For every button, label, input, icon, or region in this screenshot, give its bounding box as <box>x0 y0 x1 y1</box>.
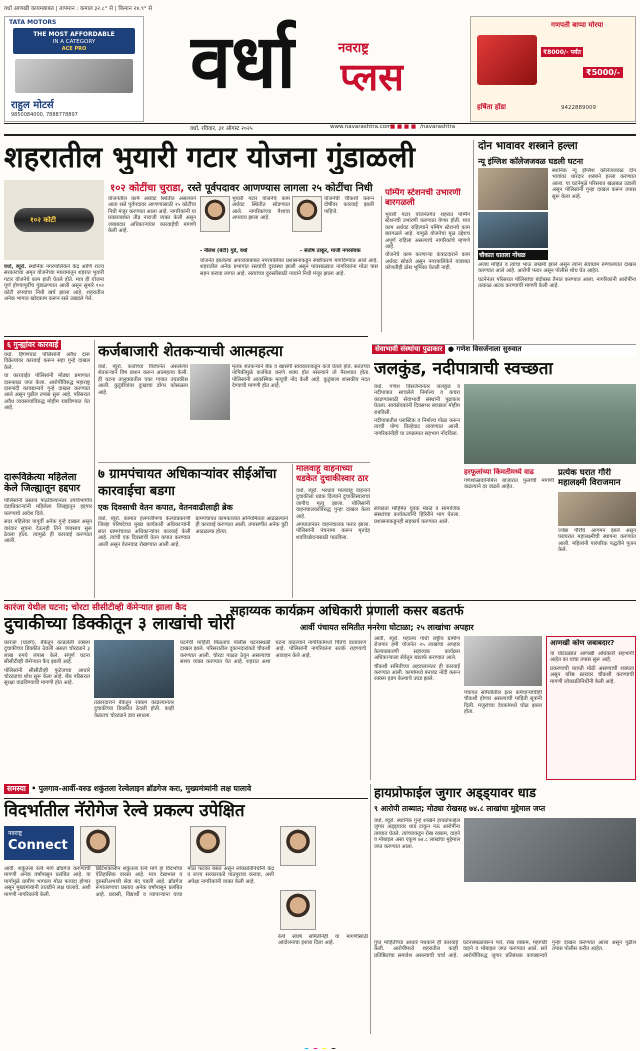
ad-left-dealer: राहुल मोटर्स <box>11 100 54 111</box>
ad-right-offer-1: ₹8000/- पर्यंत <box>543 49 581 56</box>
karanja-body: कारंजा (घाडगे). बँकेतून काढलेली रक्कम दुचाकीच्या डिक्कीत ठेवली असता चोरट्याने ३ लाख रुपये लंपास केले. संपूर्ण घटना सीसीटीव्ही कॅमेऱ्यात कैद झाली आहे. पोलिसांनी सीसीटीव्ही फुटेजच्या आधारे चोरट्याचा शोध सुरू केला आहे. बँक परिसरात सुरक्षा वाढविण्याची मागणी होत आहे. <box>4 640 90 687</box>
right-sub-1: न्यू इंग्लिश कॉलेजजवळ घडली घटना <box>478 157 584 166</box>
gauri-headline: प्रत्येक घरात गौरी महालक्ष्मी विराजमान <box>558 468 621 488</box>
ad-left-tagline-2: IN A CATEGORY <box>52 39 96 45</box>
lead-headline: शहरातील भुयारी गटार योजना गुंडाळली <box>4 140 416 174</box>
pumping-body-text: भुयारी गटार योजनेंतर्गत शहरात पम्पिंग स्टेशनची उभारणी करण्यात येणार होती. मात्र काम अर्धवट राहिल्याने पम्पिंग स्टेशनचे काम बारगळले आहे. यामुळे योजनेचा मूळ उद्देशच अपूर्ण राहिला असल्याचे नागरिकांचे म्हणणे आहे. <box>385 212 470 251</box>
ad-right-dealer: हर्षिता होंडा <box>477 103 506 111</box>
quote-1 <box>232 196 290 246</box>
lead-subhead-red: १०२ कोटींचा चुराडा, <box>110 183 185 194</box>
gram-body: वर्धा, ब्यूरो. कामात हलगर्जीपणा केल्याप्रकरणी जिल्हा परिषदेच्या मुख्य कार्यकारी अधिकाऱ्यांनी सात ग्रामपंचायत अधिकाऱ्यांवर कारवाई केली आहे. त्यांची एक दिवसाची वेतन कपात करण्यात आली असून वेतनवाढ रोखण्यात आली आहे. ग्रामपंचायत कामकाजात अनियमितता आढळल्याने ही कारवाई करण्यात आली. तपासणीत अनेक त्रुटी आढळल्या होत्या. <box>98 516 288 548</box>
karanja-body-2: तक्रारदाराने बँकेतून रक्कम काढल्यानंतर दुचाकीच्या डिक्कीत ठेवली होती. काही वेळातच चोरट्याने डाव साधला. <box>94 700 174 719</box>
lead-body-1: स्थानिक नगरपालिकेने केंद्र आणि राज्य सरकारच्या अमृत योजनेच्या माध्यमातून शहरात भुयारी गटार योजनेचे काम हाती घेतले होते. मात्र ही योजना पूर्ण होण्यापूर्वीच गुंडाळण्यात आली असून सुमारे १०२ कोटी रुपयांचा निधी खर्च झाला आहे. शहरातील अनेक भागात खोदकाम करून रस्ते उखडले गेले. <box>4 264 104 303</box>
right-body-1 <box>552 168 636 248</box>
sahayak-body-text: आर्वी, ब्यूरो. महात्मा गांधी राष्ट्रीय ग्रामीण रोजगार हमी योजनेत २५ लाखांचा अपहार केल्याप्रकरणी सहाय्यक कार्यक्रम अधिकाऱ्याला सेवेतून बडतर्फ करण्यात आले. <box>374 636 460 662</box>
sahayak-box-body-text: या घोटाळ्यात आणखी अधिकारी सहभागी आहेत का याचा तपास सुरू आहे. <box>550 651 634 664</box>
bottom-body-2: रेल्वे संघर्ष समितीनेही या मागणीसाठी आंदोलनाचा इशारा दिला आहे. <box>278 934 368 947</box>
quote-2-text: योजनेची चौकशी करून दोषींवर कारवाई झाली पाहिजे. <box>324 196 374 215</box>
karanja-headline-2: दुचाकीच्या डिक्कीतून ३ लाखांची चोरी <box>4 614 235 634</box>
bottom-face-2 <box>190 826 226 866</box>
sahayak-body: आर्वी, ब्यूरो. महात्मा गांधी राष्ट्रीय ग्रामीण रोजगार हमी योजनेत २५ लाखांचा अपहार केल्याप्रकरणी सहाय्यक कार्यक्रम अधिकाऱ्याला सेवेतून बडतर्फ करण्यात आले. चौकशी समितीच्या अहवालानंतर ही कारवाई करण्यात आली. कामांमध्ये बनावट नोंदी करून रक्कम हडप केल्याचे उघड झाले. <box>374 636 460 683</box>
logo-navarashtra: नवराष्ट्र <box>338 41 369 56</box>
weather-min: किमान २४.९° से <box>118 6 153 12</box>
pumping-headline: पम्पिंग स्टेशनची उभारणी बारगळली <box>385 188 461 208</box>
dateline-rule <box>4 134 636 136</box>
quote-1-text: भुयारी गटार योजनेचे काम अर्धवट स्थितीत सोडण्यात आले. नागरिकांच्या पैशाचा अपव्यय झाला आहे. <box>232 196 290 222</box>
jugar-photo <box>464 818 636 882</box>
karj-photo <box>190 364 230 420</box>
weather-prefix: वर्धा आणखी कायमबाबत <box>4 6 54 12</box>
connect-badge <box>4 826 74 860</box>
ad-right[interactable] <box>470 16 636 122</box>
quote-2 <box>324 196 374 246</box>
bottom-face-4 <box>280 890 316 930</box>
right-caption: चौकात घातला गोंधळ <box>478 250 548 260</box>
gauri-photo <box>558 492 636 526</box>
gunhe-headline-2: दारूविक्रेत्या महिलेला केले जिल्ह्यातून हद्दपार <box>4 472 80 494</box>
jugar-headline: हायप्रोफाईल जुगार अड्ड्यावर धाड <box>374 786 536 801</box>
ad-left-tagline-1: THE MOST AFFORDABLE <box>33 31 115 38</box>
bottom-face-3 <box>280 826 316 866</box>
registration-marks <box>240 1040 400 1049</box>
jugar-body-2: गुप्त माहितीच्या आधारे पथकाने ही कारवाई केली. आरोपींमध्ये शहरातील काही प्रतिष्ठितांचा समावेश असल्याची चर्चा आहे. घटनास्थळावरून पत्ते, रोख रक्कम, महागडी वाहने व मोबाइल जप्त करण्यात आले. सर्व आरोपींविरुद्ध जुगार प्रतिबंधक कायद्यान्वये गुन्हा दाखल करण्यात आला असून पुढील तपास पोलीस करीत आहेत. <box>374 940 636 959</box>
ad-left-model: ACE PRO <box>61 46 87 52</box>
gram-headline: ७ ग्रामपंचायत अधिकाऱ्यांवर सीईओंचा कारवाईचा बडगा <box>98 467 277 499</box>
lead-body-2: योजनेतील कामे अर्धवट स्थितीत असल्याने आता रस्ते पूर्वपदावर आणण्यासाठी २५ कोटींचा निधी मंजूर करण्यात आला आहे. नागरिकांनी या प्रकाराबाबत तीव्र नाराजी व्यक्त केली असून जबाबदार अधिकाऱ्यांवर कारवाईची मागणी केली आहे. <box>108 196 196 235</box>
karanja-body-text: कारंजा (घाडगे). बँकेतून काढलेली रक्कम दुचाकीच्या डिक्कीत ठेवली असता चोरट्याने ३ लाख रुपये लंपास केले. संपूर्ण घटना सीसीटीव्ही कॅमेऱ्यात कैद झाली आहे. <box>4 640 90 666</box>
lead-body-col-3: योजनेत झालेल्या अपव्ययाबाबत नगरपालिका प्रशासनाकडून स्पष्टीकरण मागविण्यात आले आहे. शहरातील अनेक प्रभागांत रस्त्यांची दुरवस्था झाली असून पावसाळ्यात नागरिकांना मोठा त्रास सहन करावा लागत आहे. रस्त्यांच्या दुरुस्तीसाठी नव्याने निधी मंजूर झाला आहे. <box>200 258 378 277</box>
bottom-face-1 <box>80 826 116 866</box>
quote-1-photo <box>200 196 230 232</box>
section-bar <box>372 344 636 356</box>
gunhe-tag-label: ६ गुन्ह्यांवर कारवाई <box>4 340 61 350</box>
karanja-headline: कारंजा येथील घटना; चोरटा सीसीटीव्ही कॅमेऱ्यात झाला कैद <box>4 603 187 613</box>
sahayak-box-body: या घोटाळ्यात आणखी अधिकारी सहभागी आहेत का याचा तपास सुरू आहे. प्रकरणाची व्याप्ती मोठी असण्याची शक्यता असून वरिष्ठ स्तरावर चौकशी करण्याची मागणी लोकप्रतिनिधींनी केली आहे. <box>550 651 634 685</box>
weather-max: तापमान : कमाल ३२.८° से <box>59 6 113 12</box>
jalkund-headline: जलकुंड, नदीपात्राची स्वच्छता <box>374 359 553 379</box>
karj-body-text: वर्धा, ब्यूरो. कर्जाच्या विवंचनेत असलेल्या शेतकऱ्याने विष प्राशन करून आत्महत्या केली. ही घटना तालुक्यातील एका गावात उघडकीस आली. कुटुंबीयांवर दुःखाचा डोंगर कोसळला आहे. <box>98 364 188 396</box>
ad-left-phone: 9850084000, 7888778897 <box>11 112 78 118</box>
gram-body-text: वर्धा, ब्यूरो. कामात हलगर्जीपणा केल्याप्रकरणी जिल्हा परिषदेच्या मुख्य कार्यकारी अधिकाऱ्यांनी सात ग्रामपंचायत अधिकाऱ्यांवर कारवाई केली आहे. त्यांची एक दिवसाची वेतन कपात करण्यात आली असून वेतनवाढ रोखण्यात आली आहे. <box>98 516 191 548</box>
truck-image <box>15 59 133 93</box>
sahayak-sub: आर्वी पंचायत समितीत मनरेगा घोटाळा; २५ लाखांचा अपहार <box>300 623 474 632</box>
ad-right-title: गणपती बाप्पा मोरया <box>551 21 604 29</box>
karanja-body-3: घटनेची माहिती मिळताच पोलीस घटनास्थळी दाखल झाले. परिसरातील दुकानदारांकडे चौकशी करण्यात आली. चोरटा पाळत ठेवून असल्याचा संशय व्यक्त करण्यात येत आहे. शहरात अशा घटना वाढल्याने नागरिकांमध्ये चिंतेचे वातावरण आहे. पोलिसांनी नागरिकांना सतर्क राहण्याचे आवाहन केले आहे. <box>180 640 366 666</box>
malvahu-body: वर्धा, ब्यूरो. भरधाव मालवाहू वाहनाने दुचाकीला धडक दिल्याने दुचाकीस्वाराचा जागीच मृत्यू झाला. पोलिसांनी वाहनचालकाविरुद्ध गुन्हा दाखल केला आहे. अपघातानंतर वाहनचालक फरार झाला. पोलिसांनी पंचनामा करून मृतदेह शवविच्छेदनासाठी पाठविला. <box>296 488 370 541</box>
attack-photo <box>478 168 548 210</box>
right-headline-1: दोन भावावर शस्त्राने हल्ला <box>478 140 578 152</box>
lead-body-col-1 <box>4 264 104 332</box>
sahayak-body-2: पंचायत समितीतील इतर कर्मचाऱ्यांचीही चौकशी होणार असल्याची माहिती सूत्रांनी दिली. मजुरांच्या देयकांमध्ये घोळ झाला होता. <box>464 690 542 716</box>
jalkund-caption-body-text: गणेशोत्सवानिमित्त बाजारात फुलांची मागणी वाढल्याने दर वाढले आहेत. <box>464 478 554 491</box>
right-body-2-text: अजय मोहिते व त्यांचा भाऊ जखमी झाले असून त्यांना सेवाग्राम रुग्णालयात दाखल करण्यात आले आहे. आरोपी फरार असून पोलीस शोध घेत आहेत. <box>478 262 636 275</box>
quote-2-name: - संतोष ठाकूर, माजी नगरसेवक <box>300 248 361 254</box>
sahayak-box-title: आणखी कोण जबाबदार? <box>550 639 615 647</box>
jalkund-caption-body <box>464 478 554 562</box>
website[interactable]: www.navarashtra.com <box>330 124 392 130</box>
river-photo <box>464 384 636 464</box>
gram-sub: एक दिवसाची वेतन कपात, वेतनवाढीलाही ब्रेक <box>98 503 233 512</box>
sahayak-photo <box>464 636 542 686</box>
ad-left[interactable] <box>4 16 144 122</box>
quote-2-photo <box>292 196 322 232</box>
right-body-2: अजय मोहिते व त्यांचा भाऊ जखमी झाले असून त्यांना सेवाग्राम रुग्णालयात दाखल करण्यात आले आहे. आरोपी फरार असून पोलीस शोध घेत आहेत. घटनेनंतर परिसरात पोलिसांचा बंदोबस्त तैनात करण्यात आला. नागरिकांनी आरोपींना तत्काळ अटक करण्याची मागणी केली आहे. <box>478 262 636 290</box>
scooter-image <box>477 35 537 85</box>
gunhe-tag <box>4 340 90 350</box>
malvahu-body-text: वर्धा, ब्यूरो. भरधाव मालवाहू वाहनाने दुचाकीला धडक दिल्याने दुचाकीस्वाराचा जागीच मृत्यू झाला. पोलिसांनी वाहनचालकाविरुद्ध गुन्हा दाखल केला आहे. <box>296 488 370 520</box>
ad-right-phone: 9422889009 <box>561 105 596 111</box>
section-bar-tag: सेवाभावी संस्थांचा पुढाकार <box>372 345 445 354</box>
lower-bar <box>4 784 364 796</box>
pipe-label: १०२ कोटी <box>30 216 56 224</box>
section-bar-text: ● गणेश विसर्जनाला सुरुवात <box>447 345 522 353</box>
gunhe-body-text: वर्धा. हिंगणघाट पोलिसांनी अवैध दारू विक्रेत्यांवर कारवाई करून सहा गुन्हे दाखल केले. <box>4 352 90 371</box>
gunhe-body-2: पोलिसांनी प्रस्ताव पाठविल्यानंतर उपविभागीय दंडाधिकाऱ्यांनी महिलेला जिल्ह्यातून हद्दपार करण्याचे आदेश दिले. सदर महिलेवर यापूर्वी अनेक गुन्हे दाखल असून वारंवार सूचना देऊनही तिने व्यवसाय सुरू ठेवला होता. त्यामुळे ही कारवाई करण्यात आली. <box>4 498 92 545</box>
gunhe-body-2-text: पोलिसांनी प्रस्ताव पाठविल्यानंतर उपविभागीय दंडाधिकाऱ्यांनी महिलेला जिल्ह्यातून हद्दपार करण्याचे आदेश दिले. <box>4 498 92 517</box>
lower-bar-tag: समस्या <box>4 784 29 794</box>
bottom-headline: विदर्भातील नॅरोगेज रेल्वे प्रकल्प उपेक्षित <box>4 801 245 821</box>
pipe-graphic <box>4 180 104 260</box>
lead-byline: वर्धा, ब्यूरो. <box>4 264 27 270</box>
cctv-photo <box>94 640 174 698</box>
connect-label: Connect <box>8 838 68 853</box>
ad-right-offer-2: ₹5000/- <box>583 67 623 78</box>
dateline: वर्धा, रविवार, ३१ ऑगस्ट २०२५ <box>190 126 253 132</box>
ad-left-brand: TATA MOTORS <box>9 19 57 26</box>
right-body-1-text: स्थानिक न्यू इंग्लिश कॉलेजजवळ दोन भावांवर धारदार शस्त्राने हल्ला करण्यात आला. या घटनेमुळे परिसरात खळबळ उडाली असून पोलिसांनी गुन्हा दाखल करून तपास सुरू केला आहे. <box>552 168 636 200</box>
lead-body-col-2 <box>108 196 196 332</box>
jalkund-caption-red: हरफूलांच्या किंमतीमध्ये वाढ <box>464 468 534 476</box>
gauri-body-text: ज्येष्ठा गौरींचे आगमन झाले असून घराघरात महालक्ष्मीची स्थापना करण्यात आली. महिलांनी पारंपरिक पद्धतीने पूजन केले. <box>558 528 636 554</box>
social-icons[interactable]: ■ ■ ■ ■ <box>390 124 417 130</box>
malvahu-headline: मालवाहू वाहनाच्या धडकेत दुचाकीस्वार ठार <box>296 464 369 484</box>
crowd-photo <box>478 212 548 248</box>
jalkund-body: वर्धा. गणेश विसर्जनानंतर जलकुंड व नदीपात्रात साचलेले निर्माल्य व कचरा काढण्यासाठी सेवाभावी संस्थांनी पुढाकार घेतला. स्वयंसेवकांनी दिवसभर स्वच्छता मोहीम राबविली. नदीपात्रातील प्लास्टिक व निर्माल्य गोळा करून त्याची योग्य विल्हेवाट लावण्यात आली. नागरिकांनीही या उपक्रमात सहभाग नोंदविला. <box>374 384 460 437</box>
gauri-body <box>558 528 636 598</box>
jugar-body-text: वर्धा, ब्यूरो. स्थानिक गुन्हे शाखेने हायप्रोफाईल जुगार अड्ड्यावर धाड टाकून नऊ आरोपींना ताब्यात घेतले. त्यांच्याकडून रोख रक्कम, वाहने व मोबाइल असा एकूण ७४.८ लाखांचा मुद्देमाल जप्त करण्यात आला. <box>374 818 460 850</box>
logo-main: वर्धा <box>190 19 296 105</box>
sahayak-box <box>546 636 636 780</box>
gunhe-body: वर्धा. हिंगणघाट पोलिसांनी अवैध दारू विक्रेत्यांवर कारवाई करून सहा गुन्हे दाखल केले. या कारवाईत पोलिसांनी मोठ्या प्रमाणात दारूसाठा जप्त केला. आरोपींविरुद्ध महाराष्ट्र दारूबंदी कायद्यान्वये गुन्हे दाखल करण्यात आले असून पुढील तपास सुरू आहे. परिसरात अवैध व्यवसायांविरुद्ध मोहीम राबविण्यात येत आहे. <box>4 352 90 412</box>
bottom-body: आर्वी. शकुंतला रेल्वे मार्ग ब्रॉडगेज करण्याची मागणी अनेक वर्षांपासून प्रलंबित आहे. या मार्गामुळे ग्रामीण भागाला मोठा फायदा होणार असून मुख्यमंत्र्यांनी तातडीने लक्ष घालावे, अशी मागणी नागरिकांनी केली. ब्रिटिशकालीन शकुंतला रेल्वे मार्ग हा विदर्भाचा ऐतिहासिक वारसा आहे. मात्र देखभाल व दुरुस्तीअभावी सेवा बंद पडली आहे. ब्रॉडगेज रूपांतरणाचा प्रस्ताव अनेक वर्षांपासून प्रलंबित आहे. प्रवासी, विद्यार्थी व व्यापाऱ्यांना याचा मोठा फटका बसत असून लोकप्रतिनिधींनी केंद्र व राज्य सरकारकडे पाठपुरावा करावा, अशी अपेक्षा नागरिकांनी व्यक्त केली आहे. <box>4 866 274 898</box>
social-handle[interactable]: /navarashtra <box>420 124 456 130</box>
jalkund-body-text: वर्धा. गणेश विसर्जनानंतर जलकुंड व नदीपात्रात साचलेले निर्माल्य व कचरा काढण्यासाठी सेवाभावी संस्थांनी पुढाकार घेतला. स्वयंसेवकांनी दिवसभर स्वच्छता मोहीम राबविली. <box>374 384 460 416</box>
logo-plus: प्लस <box>340 55 404 99</box>
connect-small: नवराष्ट्र <box>8 830 23 837</box>
jalkund-body-2: स्वच्छता मोहिमेत युवक मंडळे व सामाजिक संस्थांच्या कार्यकर्त्यांनी हिरिरीने भाग घेतला. प्रशासनाकडूनही सहकार्य करण्यात आले. <box>374 506 460 525</box>
sahayak-headline: सहाय्यक कार्यक्रम अधिकारी प्रणाली कसर बडतर्फ <box>230 604 464 619</box>
karj-body-2: मृतक शेतकऱ्याने बँक व खासगी सावकाराकडून कर्ज घेतले होते. सततच्या नापिकीमुळे कर्जफेड करणे शक्य होत नसल्याने तो नैराश्यात होता. पोलिसांनी आकस्मिक मृत्यूची नोंद केली आहे. कुटुंबाला शासकीय मदत देण्याची मागणी होत आहे. <box>232 364 370 390</box>
jugar-sub: ९ आरोपी ताब्यात; मोठ्या रोखसह ७४.८ लाखांचा मुद्देमाल जप्त <box>374 804 546 813</box>
karj-headline: कर्जबाजारी शेतकऱ्याची आत्महत्या <box>98 342 283 360</box>
weather-strip: वर्धा आणखी कायमबाबत | तापमान : कमाल ३२.८° से | किमान २४.९° से <box>4 6 153 12</box>
quote-1-name: - नीलेश (बंटी) गुडे, वर्धा <box>200 248 248 254</box>
masthead-logo <box>190 18 440 118</box>
jugar-body <box>374 818 460 938</box>
lead-subhead-black: रस्ते पूर्वपदावर आणण्यास लागला २५ कोटींचा निधी <box>187 183 373 194</box>
dateline-bar <box>190 124 636 133</box>
karj-body <box>98 364 188 460</box>
lower-bar-text: • पुलगाव-आर्वी-वरुड शकुंतला रेल्वेलाइन ब्रॉडगेज करा, मुख्यमंत्र्यांनी लक्ष घालावे <box>31 784 252 793</box>
bottom-body-text: आर्वी. शकुंतला रेल्वे मार्ग ब्रॉडगेज करण्याची मागणी अनेक वर्षांपासून प्रलंबित आहे. या मार्गामुळे ग्रामीण भागाला मोठा फायदा होणार असून मुख्यमंत्र्यांनी तातडीने लक्ष घालावे, अशी मागणी नागरिकांनी केली. <box>4 866 91 898</box>
pumping-body: भुयारी गटार योजनेंतर्गत शहरात पम्पिंग स्टेशनची उभारणी करण्यात येणार होती. मात्र काम अर्धवट राहिल्याने पम्पिंग स्टेशनचे काम बारगळले आहे. यामुळे योजनेचा मूळ उद्देशच अपूर्ण राहिला असल्याचे नागरिकांचे म्हणणे आहे. योजनेचे काम करणाऱ्या कंत्राटदाराने काम अर्धवट सोडले असून नगरपालिकेने याबाबत कोणतीही ठोस भूमिका घेतली नाही. <box>385 212 470 272</box>
